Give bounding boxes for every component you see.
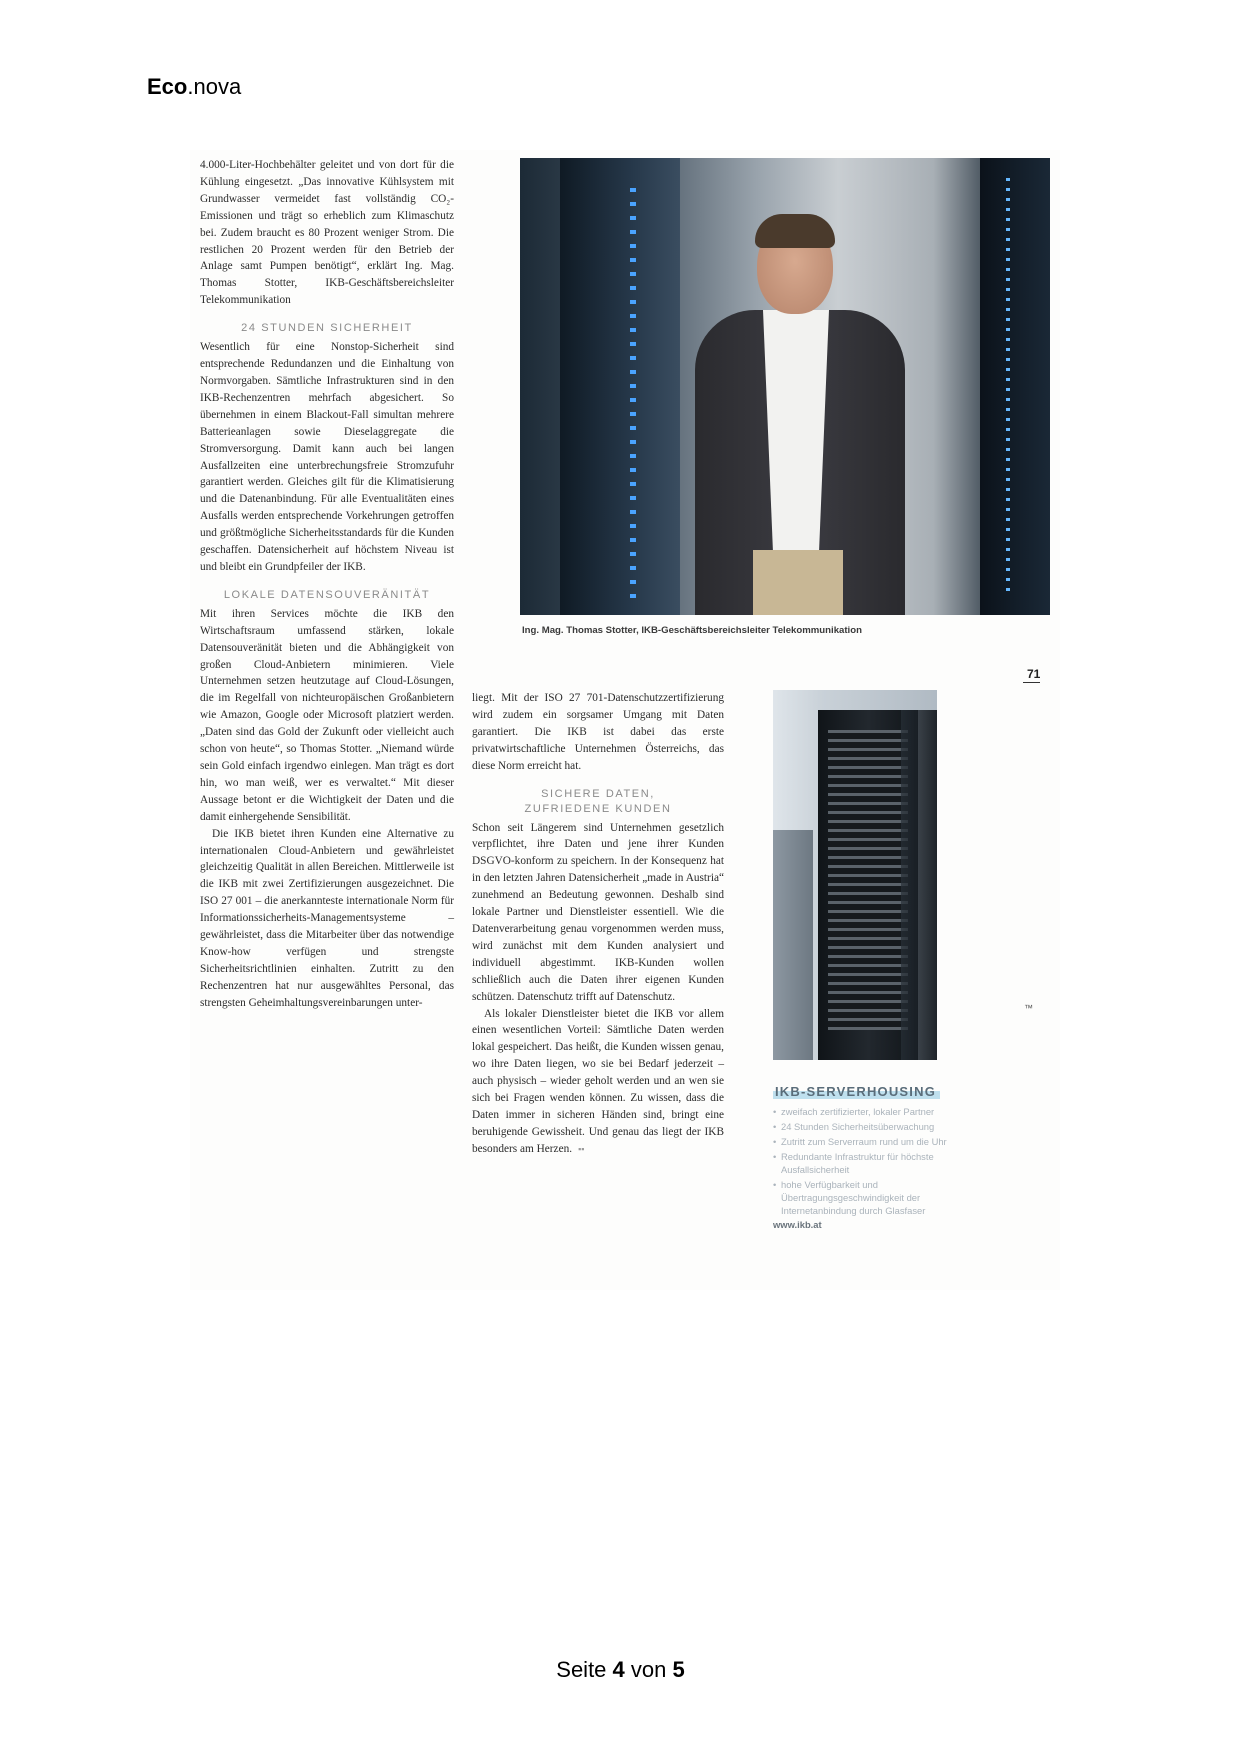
info-list bbox=[773, 1105, 983, 1217]
intro-paragraph: 4.000-Liter-Hochbehälter geleitet und von dort für die Kühlung eingesetzt. „Das innovative Kühlsystem mit Grundwasser vermeidet fast vollständig CO₂-Emissionen und trägt so erheblich zum Klimaschutz bei. Zudem braucht es 80 Prozent weniger Strom. Die restlichen 20 Prozent werden für den Betrieb der Anlage samt Pumpen benötigt“, erklärt Ing. Mag. Thomas Stotter, IKB-Geschäftsbereichsleiter Telekommunikation bbox=[200, 159, 454, 307]
photo-caption: Ing. Mag. Thomas Stotter, IKB-Geschäftsbereichsleiter Telekommunikation bbox=[522, 625, 862, 636]
footer-current-page: 4 bbox=[612, 1657, 625, 1682]
website-link[interactable]: www.ikb.at bbox=[773, 1219, 822, 1230]
list-item: • zweifach zertifizierter, lokaler Partner bbox=[773, 1105, 983, 1118]
hair bbox=[755, 214, 835, 248]
list-item: • Zutritt zum Serverraum rund um die Uhr bbox=[773, 1135, 983, 1148]
page-number: 71 bbox=[1023, 667, 1040, 683]
article-column-1 bbox=[200, 157, 454, 1012]
background-rack bbox=[773, 830, 813, 1060]
paragraph bbox=[472, 1006, 724, 1158]
section-heading: LOKALE DATENSOUVERÄNITÄT bbox=[223, 588, 431, 601]
shirt bbox=[763, 310, 829, 550]
rack-door bbox=[901, 710, 937, 1060]
heading-line: ZUFRIEDENE KUNDEN bbox=[524, 802, 672, 815]
paragraph: Schon seit Längerem sind Unternehmen gesetzlich verpflichtet, ihre Daten und jene ihrer Kunden DSGVO-konform zu speichern. In der Konsequenz hat in den letzten Jahren Datensicherheit „made in Austria“ zunehmend an Bedeutung gewonnen. Deshalb sind lokale Partner und Dienstleister essentiell. Wie die Datenverarbeitung genau vorgenommen werden muss, wird zunächst mit dem Kunden analysiert und individuell abgestimmt. IKB-Kunden wollen schließlich auch die Daten ihrer eigenen Kunden schützen. Datenschutz trifft auf Datenschutz. bbox=[472, 821, 724, 1003]
rack-led-strip bbox=[1006, 178, 1010, 598]
list-item: • 24 Stunden Sicherheitsüberwachung bbox=[773, 1120, 983, 1133]
article-column-2 bbox=[472, 690, 724, 1158]
brand-rest: .nova bbox=[187, 74, 242, 99]
footer-middle: von bbox=[624, 1657, 673, 1682]
brand-header bbox=[147, 74, 241, 100]
list-item: • Redundante Infrastruktur für höchste Ausfallsicherheit bbox=[773, 1150, 983, 1176]
rack-units bbox=[828, 730, 908, 1030]
person-figure bbox=[685, 218, 915, 615]
side-mark: ™ bbox=[1024, 1003, 1033, 1013]
portrait-photo bbox=[520, 158, 1050, 615]
footer-total-pages: 5 bbox=[672, 1657, 685, 1682]
info-box bbox=[773, 1083, 983, 1230]
section-heading: 24 STUNDEN SICHERHEIT bbox=[241, 322, 413, 335]
paragraph: Die IKB bietet ihren Kunden eine Alternative zu internationalen Cloud-Anbietern und gewährleistet gleichzeitig Qualität in allen Bereichen. Mittlerweile ist die IKB mit zwei Zertifizierungen ausgezeichnet. Die ISO 27 001 – die anerkannteste internationale Norm für Informationssicherheits-Managementsysteme – gewährleistet, dass die Mitarbeiter über das notwendige Know-how verfügen und strengste Sicherheitsrichtlinien einhalten. Zutritt zu den Rechenzentren hat nur ausgewähltes Personal, das strengsten Geheimhaltungsvereinbarungen unter- bbox=[200, 827, 454, 1009]
server-rack-right bbox=[980, 158, 1050, 615]
page-footer bbox=[0, 1657, 1241, 1683]
footer-prefix: Seite bbox=[556, 1657, 613, 1682]
paragraph: Wesentlich für eine Nonstop-Sicherheit sind entsprechende Redundanzen und die Einhaltung von Normvorgaben. Sämtliche Infrastrukturen sind in den IKB-Rechenzentren mehrfach abgesichert. So übernehmen in einem Blackout-Fall simultan mehrere Batterieanlagen sowie Dieselaggregate die Stromversorgung. Damit kann auch bei langen Ausfallzeiten eine unterbrechungsfreie Stromzufuhr garantiert werden. Gleiches gilt für die Klimatisierung und die Datenanbindung. Für alle Eventualitäten eines Ausfalls werden entsprechende Vorkehrungen getroffen und größtmögliche Sicherheitsstandards für die Kunden geschaffen. Datensicherheit auf höchstem Niveau ist und bleibt ein Grundpfeiler der IKB. bbox=[200, 341, 454, 573]
rack-led-strip bbox=[630, 188, 636, 608]
list-item: • hohe Verfügbarkeit und Übertragungsgeschwindigkeit der Internetanbindung durch Glasfaser bbox=[773, 1178, 983, 1217]
brand-bold: Eco bbox=[147, 74, 188, 99]
info-box-title: IKB-SERVERHOUSING bbox=[773, 1084, 940, 1099]
paragraph: Mit ihren Services möchte die IKB den Wirtschaftsraum umfassend stärken, lokale Datensouveränität bieten und die Abhängigkeit von großen Cloud-Anbietern minimieren. Viele Unternehmen setzen heutzutage auf Cloud-Lösungen, die im Regelfall von nichteuropäischen Großanbietern wie Amazon, Google oder Microsoft platziert werden. „Daten sind das Gold der Zukunft oder vielleicht auch schon von heute“, so Thomas Stotter. „Niemand würde sein Gold einfach irgendwo einlegen. Man trägt es dort hin, wo man weiß, wer es verwaltet.“ Mit dieser Aussage betont er die Wichtigkeit der Daten und die damit einhergehende Sensibilität. bbox=[200, 607, 454, 823]
heading-line: SICHERE DATEN, bbox=[541, 787, 655, 800]
paragraph: liegt. Mit der ISO 27 701-Datenschutzzertifizierung wird zudem ein sorgsamer Umgang mit Daten garantiert. Die IKB ist dabei das erste privatwirtschaftliche Unternehmen Österreichs, das diese Norm erreicht hat. bbox=[472, 692, 724, 772]
server-rack-photo bbox=[773, 690, 937, 1060]
end-mark: ▪▪ bbox=[578, 1143, 585, 1154]
server-rack-left bbox=[560, 158, 680, 615]
trousers bbox=[753, 550, 843, 615]
paragraph-text: Als lokaler Dienstleister bietet die IKB vor allem einen wesentlichen Vorteil: Sämtliche Daten werden lokal gespeichert. Das heißt, die Kunden wissen genau, wo ihre Daten liegen, wo sie bei Bedarf jederzeit – auch physisch – wieder geholt werden und an wen sie sich bei Fragen wenden können. Zu wissen, dass die Daten immer in sicheren Händen sind, bringt eine beruhigende Gewissheit. Und genau das liegt der IKB besonders am Herzen. bbox=[472, 1007, 724, 1155]
section-heading bbox=[472, 787, 724, 817]
